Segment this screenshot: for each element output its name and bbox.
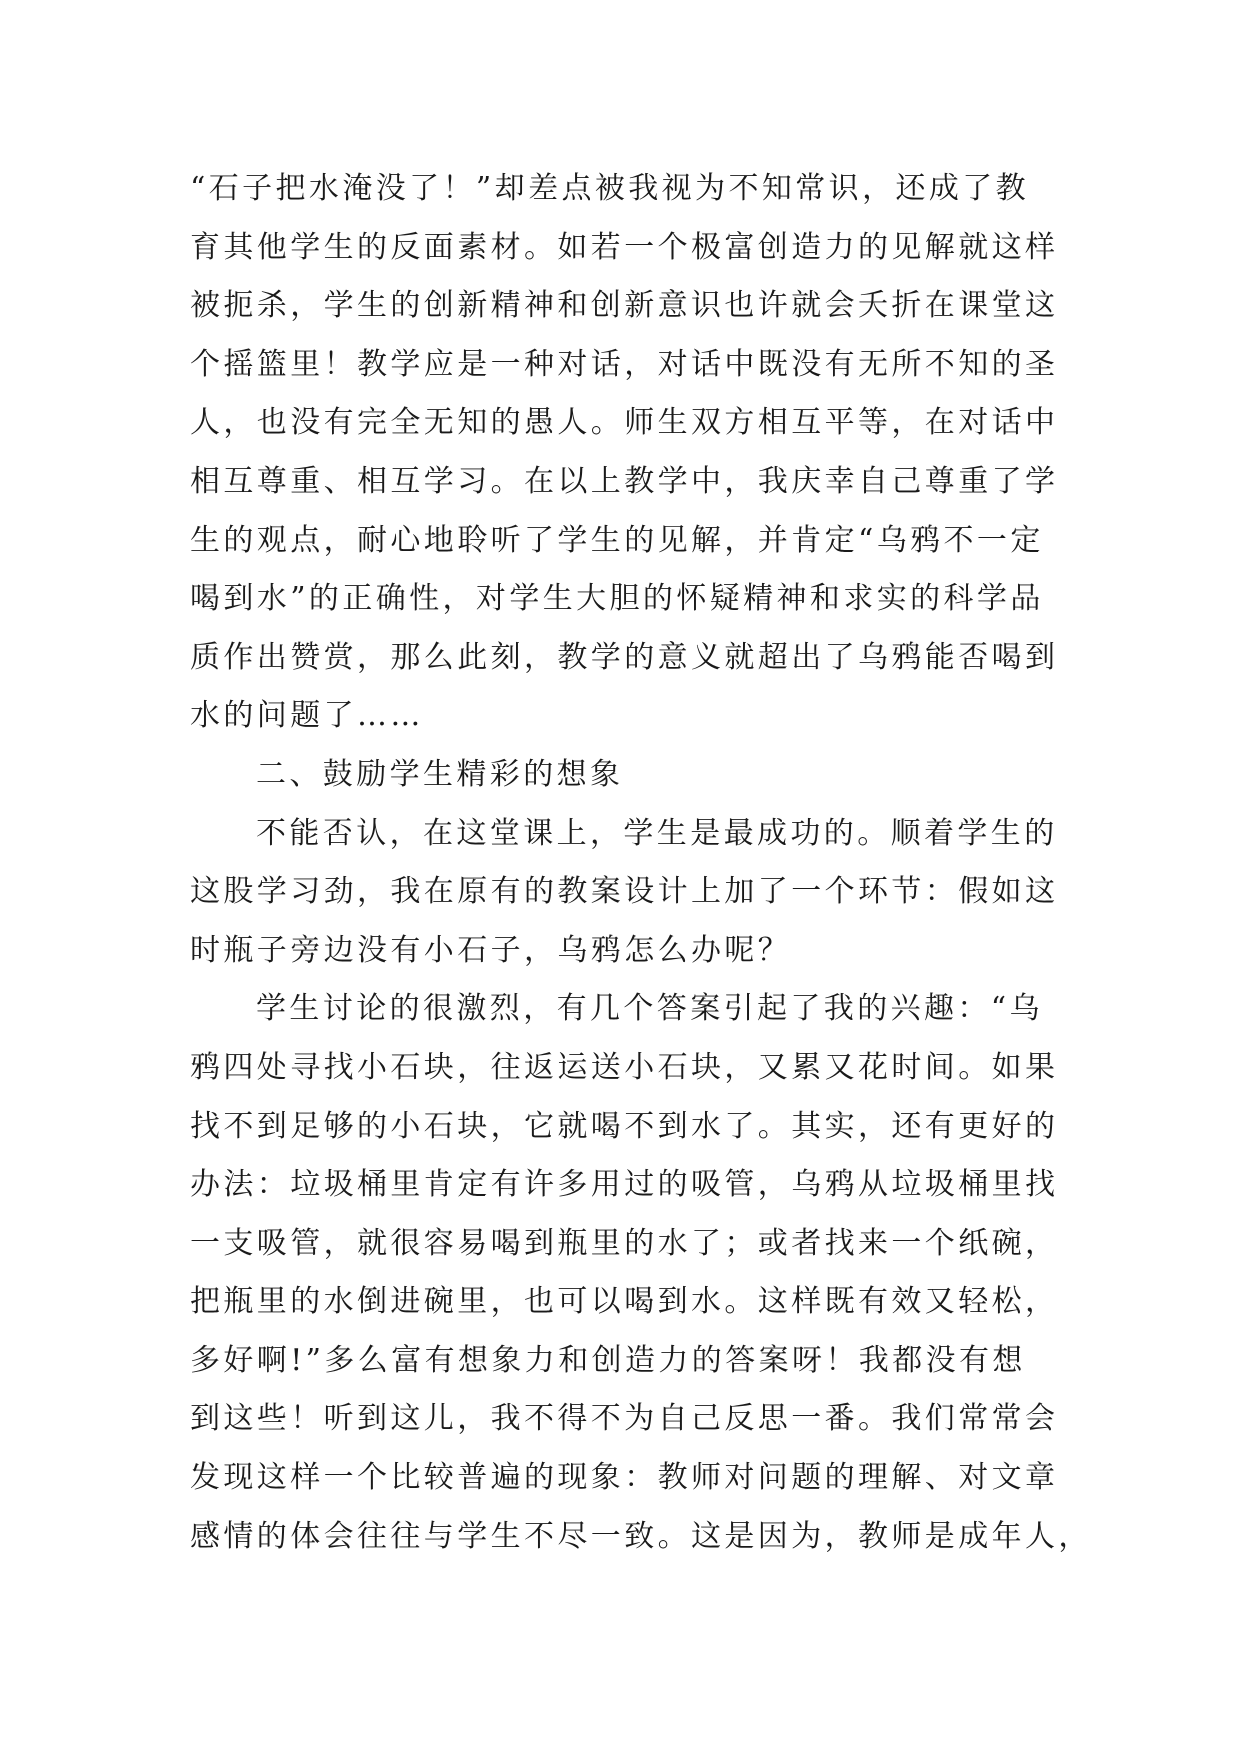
text-line: “石子把水淹没了！”却差点被我视为不知常识，还成了教 [190, 171, 1030, 206]
text-line: 一支吸管，就很容易喝到瓶里的水了；或者找来一个纸碗， [190, 1225, 1059, 1261]
text-line: 把瓶里的水倒进碗里，也可以喝到水。这样既有效又轻松， [190, 1284, 1059, 1320]
text-line: 人，也没有完全无知的愚人。师生双方相互平等，在对话中 [190, 405, 1059, 441]
text-line: 多好啊!”多么富有想象力和创造力的答案呀！我都没有想 [190, 1342, 1026, 1378]
text-line: 喝到水”的正确性，对学生大胆的怀疑精神和求实的科学品 [190, 581, 1044, 617]
text-line: 个摇篮里！教学应是一种对话，对话中既没有无所不知的圣 [190, 346, 1059, 382]
text-line: 质作出赞赏，那么此刻，教学的意义就超出了乌鸦能否喝到 [190, 639, 1059, 675]
body-text [190, 160, 1092, 1566]
text-line: 学生讨论的很激烈，有几个答案引起了我的兴趣：“乌 [256, 991, 1043, 1027]
text-line: 感情的体会往往与学生不尽一致。这是因为，教师是成年人， [190, 1518, 1092, 1554]
text-line: 相互尊重、相互学习。在以上教学中，我庆幸自己尊重了学 [190, 463, 1059, 499]
text-line: 生的观点，耐心地聆听了学生的见解，并肯定“乌鸦不一定 [190, 522, 1044, 558]
text-line: 不能否认，在这堂课上，学生是最成功的。顺着学生的 [256, 815, 1058, 851]
text-line: 水的问题了…… [190, 698, 424, 734]
text-line: 这股学习劲，我在原有的教案设计上加了一个环节：假如这 [190, 874, 1059, 910]
text-line: 育其他学生的反面素材。如若一个极富创造力的见解就这样 [190, 229, 1059, 265]
text-line: 被扼杀，学生的创新精神和创新意识也许就会夭折在课堂这 [190, 288, 1059, 324]
text-line: 找不到足够的小石块，它就喝不到水了。其实，还有更好的 [190, 1108, 1059, 1144]
text-line: 办法：垃圾桶里肯定有许多用过的吸管，乌鸦从垃圾桶里找 [190, 1167, 1059, 1203]
section-heading: 二、鼓励学生精彩的想象 [256, 756, 624, 792]
text-line: 到这些！听到这儿，我不得不为自己反思一番。我们常常会 [190, 1401, 1059, 1437]
text-line: 鸦四处寻找小石块，往返运送小石块，又累又花时间。如果 [190, 1049, 1059, 1085]
text-line: 发现这样一个比较普遍的现象：教师对问题的理解、对文章 [190, 1460, 1059, 1496]
text-line: 时瓶子旁边没有小石子，乌鸦怎么办呢？ [190, 932, 792, 968]
